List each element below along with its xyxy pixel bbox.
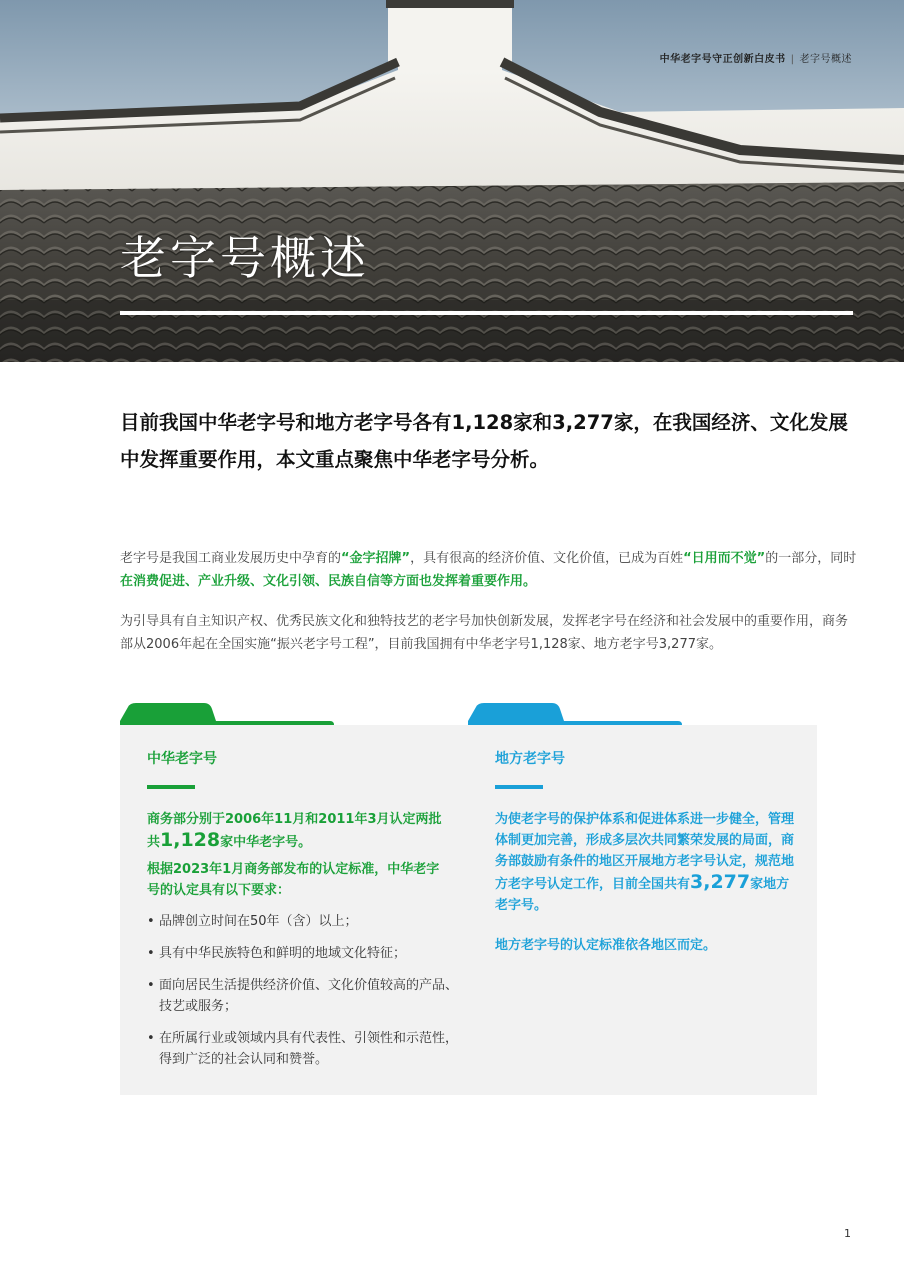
p1-highlight-2: “日用而不觉” bbox=[683, 551, 766, 566]
hero-banner bbox=[0, 0, 904, 362]
card-title-bar-right bbox=[495, 785, 543, 789]
right-card-paragraph-2: 地方老字号的认定标准依各地区而定。 bbox=[495, 938, 717, 953]
intro-paragraph-1 bbox=[120, 547, 858, 593]
right-p1-text-a: 为使老字号的保护体系和促进体系进一步健全，管理体制更加完善，形成多层次共同繁荣发展的局面，商务部鼓励有条件的地区开展地方老字号认定，规范地方老字号认定工作，目前全国共有 bbox=[495, 812, 795, 892]
p1-text-3: 的一部分，同时 bbox=[765, 551, 857, 566]
page-title: 老字号概述 bbox=[120, 231, 370, 285]
blue-tab-decoration bbox=[468, 701, 684, 725]
left-p1-text-a: 商务部分别于2006年11月和2011年3月认定两批共 bbox=[147, 812, 442, 850]
right-count-number: 3,277 bbox=[690, 871, 751, 893]
page-number: 1 bbox=[844, 1227, 851, 1240]
requirement-item: • 面向居民生活提供经济价值、文化价值较高的产品、技艺或服务； bbox=[147, 975, 459, 1017]
p1-text-2: ，具有很高的经济价值、文化价值，已成为百姓 bbox=[410, 551, 684, 566]
publication-title: 中华老字号守正创新白皮书 bbox=[659, 54, 786, 65]
requirements-list bbox=[147, 911, 459, 1081]
p1-text-1: 老字号是我国工商业发展历史中孕育的 bbox=[120, 551, 342, 566]
section-title: 老字号概述 bbox=[799, 54, 852, 65]
running-header bbox=[660, 50, 852, 65]
right-p1-text-b: 家地方老字号。 bbox=[495, 877, 790, 913]
card-title-right: 地方老字号 bbox=[495, 751, 565, 767]
info-box bbox=[120, 725, 817, 1095]
green-tab-decoration bbox=[120, 701, 336, 725]
lead-paragraph: 目前我国中华老字号和地方老字号各有1,128家和3,277家，在我国经济、文化发展中发挥重要作用，本文重点聚焦中华老字号分析。 bbox=[120, 411, 848, 471]
title-underline bbox=[120, 311, 853, 315]
requirement-item: • 品牌创立时间在50年（含）以上； bbox=[147, 911, 459, 932]
left-card-paragraph-1 bbox=[147, 809, 447, 853]
left-card-paragraph-2: 根据2023年1月商务部发布的认定标准，中华老字号的认定具有以下要求： bbox=[147, 862, 440, 898]
right-card-paragraph-1 bbox=[495, 809, 795, 916]
intro-paragraph-2: 为引导具有自主知识产权、优秀民族文化和独特技艺的老字号加快创新发展，发挥老字号在经济和社会发展中的重要作用，商务部从2006年起在全国实施“振兴老字号工程”，目前我国拥有中华老字号1,128家、地方老字号3,277家。 bbox=[120, 614, 849, 652]
left-count-number: 1,128 bbox=[160, 829, 221, 851]
requirement-item: • 具有中华民族特色和鲜明的地域文化特征； bbox=[147, 943, 459, 964]
left-p1-text-b: 家中华老字号。 bbox=[220, 835, 312, 850]
card-title-bar-left bbox=[147, 785, 195, 789]
requirement-item: • 在所属行业或领域内具有代表性、引领性和示范性，得到广泛的社会认同和赞誉。 bbox=[147, 1028, 459, 1070]
p1-highlight-3: 在消费促进、产业升级、文化引领、民族自信等方面也发挥着重要作用。 bbox=[120, 574, 537, 589]
header-separator: | bbox=[790, 54, 795, 65]
p1-highlight-1: “金字招牌” bbox=[341, 551, 411, 566]
card-title-left: 中华老字号 bbox=[147, 751, 217, 767]
